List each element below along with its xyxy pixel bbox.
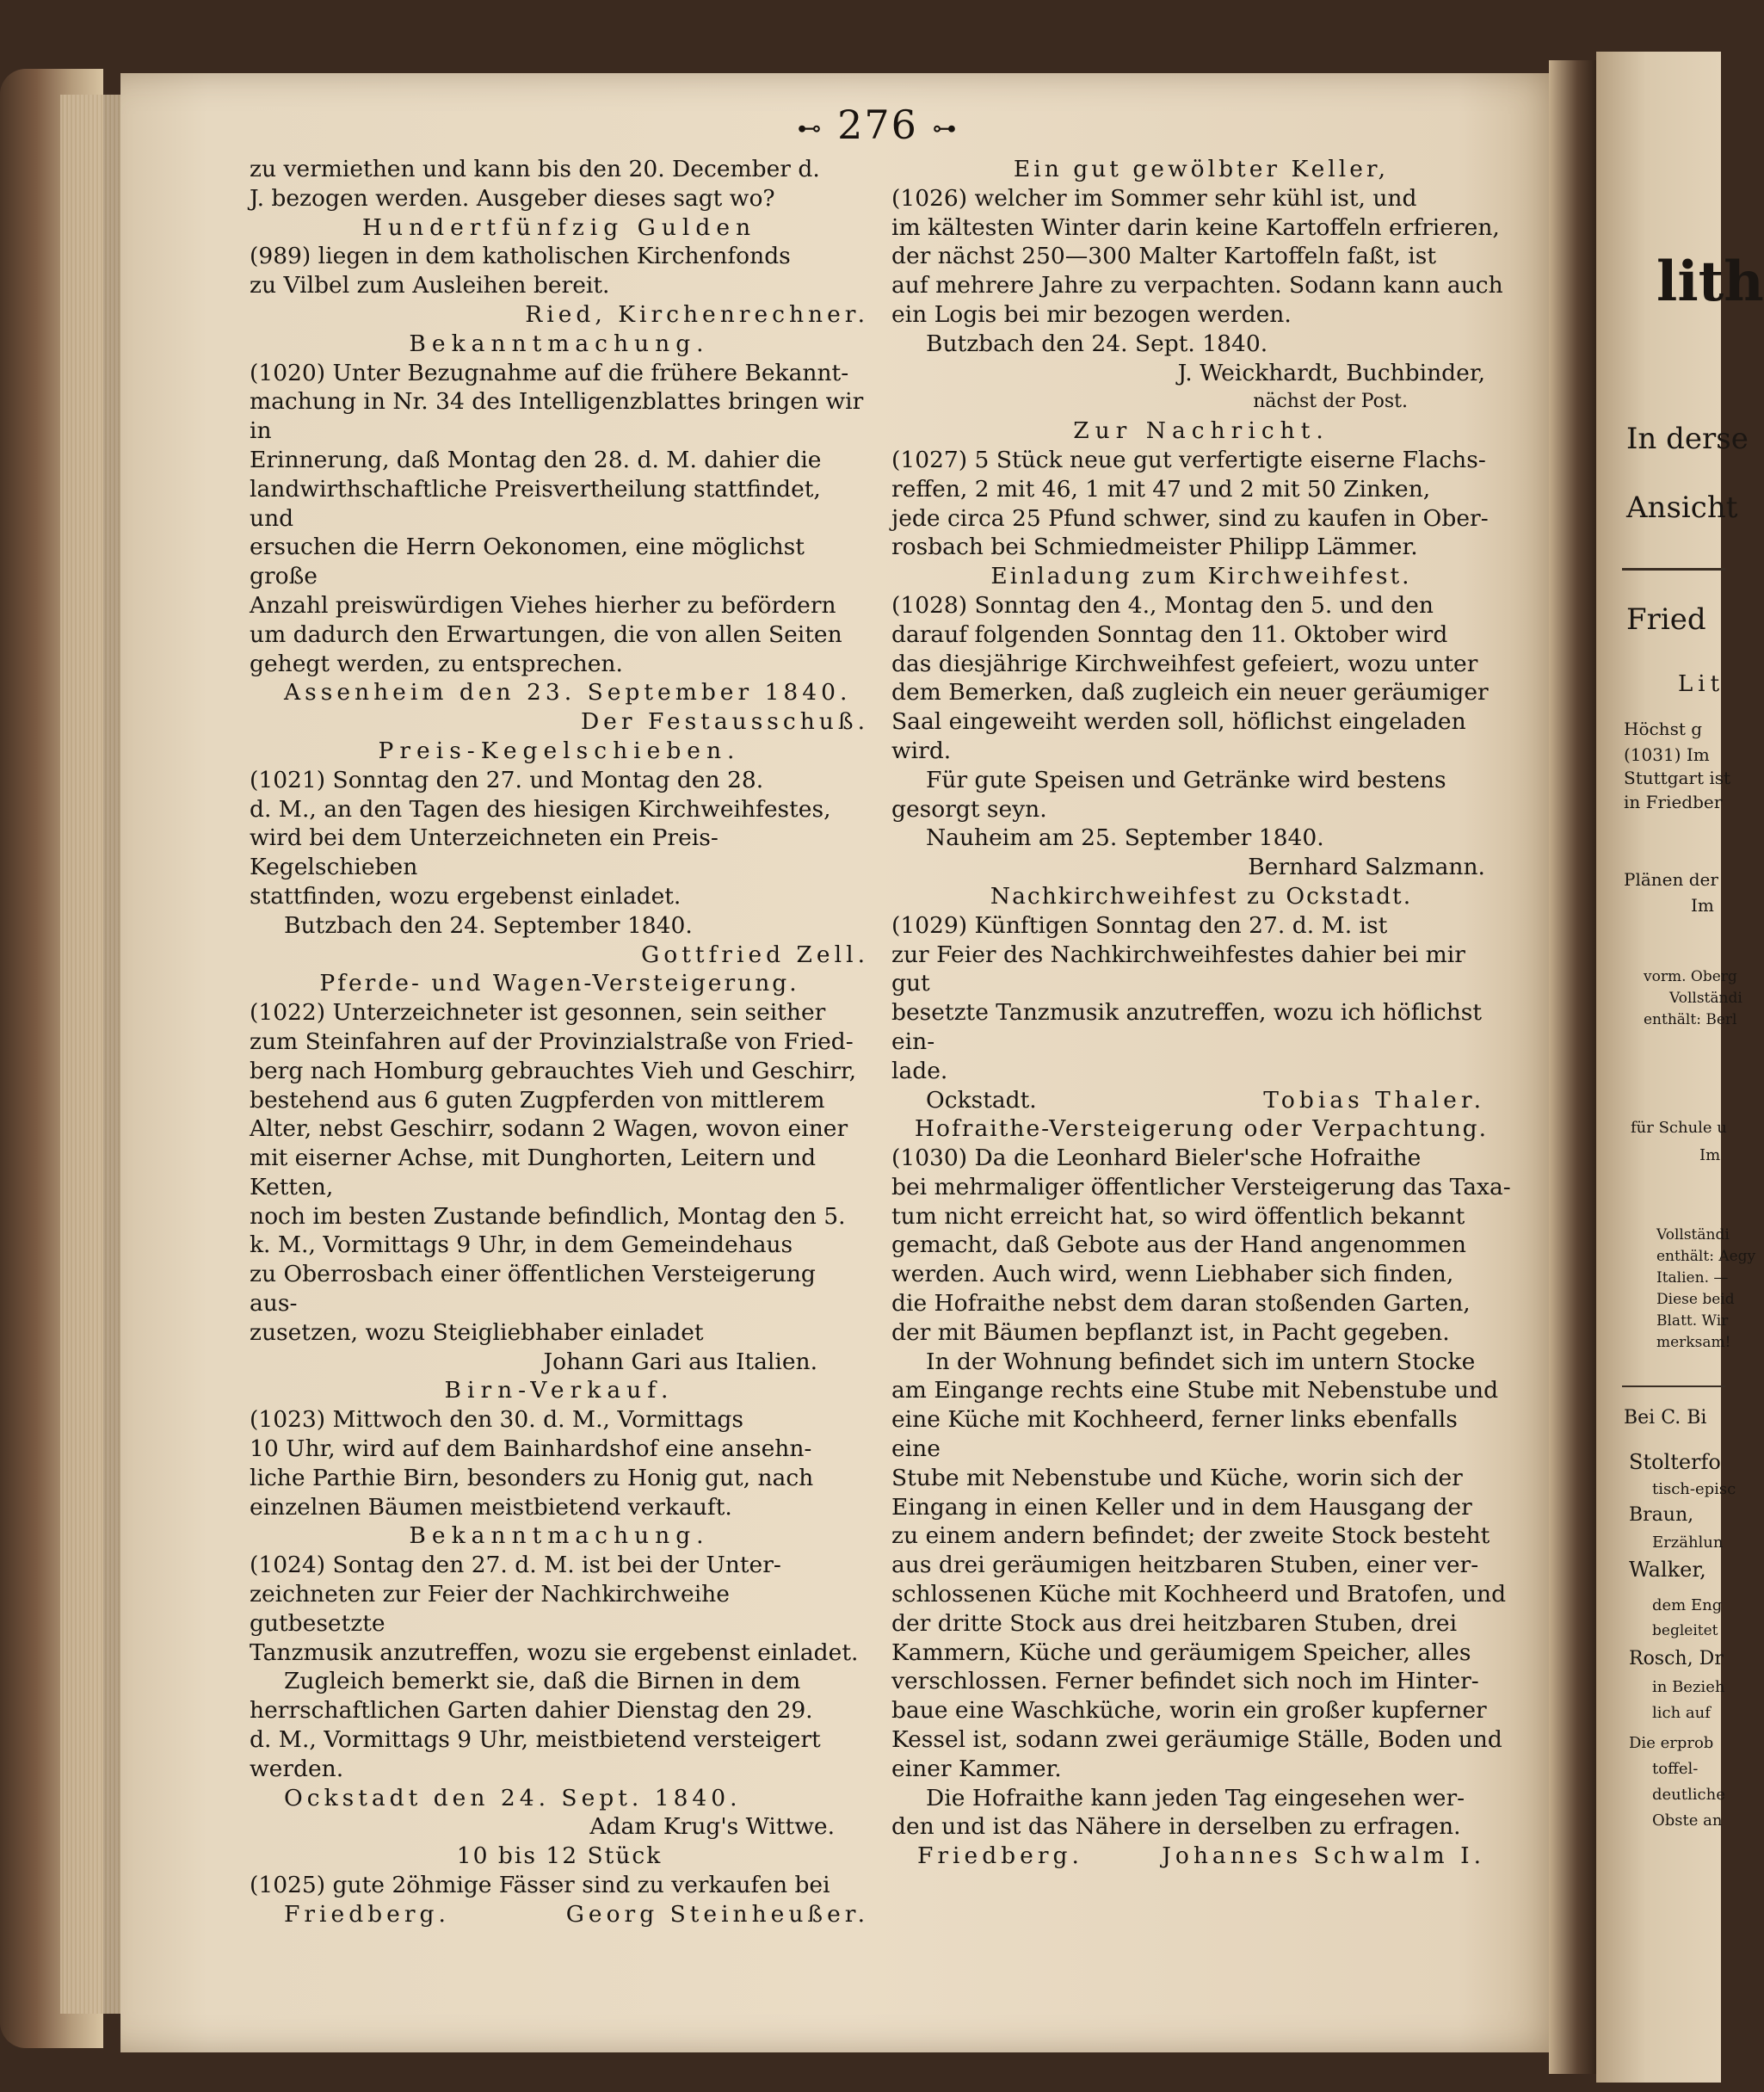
facing-page-text: Fried	[1626, 602, 1706, 637]
signature-row	[891, 1086, 1511, 1115]
text-line: tum nicht erreicht hat, so wird öffentlich bekannt	[891, 1202, 1465, 1230]
facing-page-rule	[1622, 568, 1725, 571]
place-date: Butzbach den 24. Sept. 1840.	[926, 330, 1268, 357]
facing-page-text: Braun,	[1629, 1504, 1694, 1526]
book-gutter	[1549, 60, 1601, 2074]
text-line: schlossenen Küche mit Kochheerd und Bratofen, und	[891, 1581, 1507, 1608]
text-line: dem Bemerken, daß zugleich ein neuer geräumiger	[891, 679, 1489, 707]
signature: Johannes Schwalm I.	[1162, 1842, 1485, 1870]
notice-heading: Bekanntmachung.	[409, 1522, 710, 1550]
text-line: aus drei geräumigen heitzbaren Stuben, einer ver-	[891, 1552, 1479, 1579]
notice-heading: 10 bis 12 Stück	[456, 1842, 663, 1870]
notice-heading: Pferde- und Wagen-Versteigerung.	[319, 970, 799, 997]
text-line: bei mehrmaliger öffentlicher Versteigerung das Taxa-	[891, 1173, 1511, 1200]
facing-page-text: Im	[1699, 1146, 1721, 1164]
text-line: Kessel ist, sodann zwei geräumige Ställe, Boden und	[891, 1726, 1502, 1754]
text-line: landwirthschaftliche Preisvertheilung stattfindet, und	[250, 475, 821, 532]
right-column	[891, 155, 1511, 1871]
text-line: einer Kammer.	[891, 1755, 1062, 1782]
signature-row	[250, 1900, 869, 1929]
facing-page-text: lich auf	[1652, 1704, 1711, 1722]
text-line: lade.	[891, 1057, 948, 1084]
facing-page-text: enthält: Aegy	[1656, 1248, 1756, 1265]
text-line: (1030) Da die Leonhard Bieler'sche Hofraithe	[891, 1145, 1422, 1172]
facing-page-text: Blatt. Wir	[1656, 1312, 1729, 1330]
text-line: gehegt werden, zu entsprechen.	[250, 650, 623, 677]
facing-page-text: deutliche	[1652, 1786, 1725, 1804]
page-number-header	[774, 102, 981, 148]
text-line: (1020) Unter Bezugnahme auf die frühere Bekannt-	[250, 359, 849, 386]
facing-page-text: vorm. Oberg	[1644, 968, 1737, 985]
text-line: bestehend aus 6 guten Zugpferden von mittlerem	[250, 1086, 825, 1114]
text-line: Eingang in einen Keller und in dem Hausgang der	[891, 1493, 1472, 1521]
place-date: Nauheim am 25. September 1840.	[926, 824, 1324, 852]
text-line: d. M., an den Tagen des hiesigen Kirchweihfestes,	[250, 795, 831, 823]
facing-page-text: begleitet	[1652, 1622, 1718, 1639]
text-line: wird bei dem Unterzeichneten ein Preis-Kegelschieben	[250, 824, 719, 881]
text-line: (1021) Sonntag den 27. und Montag den 28.	[250, 766, 764, 793]
text-line: (1025) gute 2öhmige Fässer sind zu verkaufen bei	[250, 1872, 830, 1899]
signature: Bernhard Salzmann.	[1248, 854, 1485, 881]
text-line: Alter, nebst Geschirr, sodann 2 Wagen, wovon einer	[250, 1115, 848, 1143]
facing-page-text: Ansicht	[1626, 491, 1738, 525]
text-line: zu Vilbel zum Ausleihen bereit.	[250, 272, 610, 299]
page-number: 276	[837, 102, 918, 148]
text-line: k. M., Vormittags 9 Uhr, in dem Gemeindehaus	[250, 1231, 793, 1259]
text-line: Zugleich bemerkt sie, daß die Birnen in dem	[284, 1668, 801, 1695]
left-column	[250, 155, 869, 1929]
text-line: ersuchen die Herrn Oekonomen, eine möglichst große	[250, 534, 805, 590]
text-line: im kältesten Winter darin keine Kartoffeln erfrieren,	[891, 213, 1500, 241]
notice-heading: Birn-Verkauf.	[444, 1377, 675, 1404]
facing-page-text: Vollständi	[1656, 1226, 1730, 1243]
text-line: (1023) Mittwoch den 30. d. M., Vormittags	[250, 1406, 743, 1434]
facing-page-text: Erzählun	[1652, 1534, 1724, 1552]
text-line: d. M., Vormittags 9 Uhr, meistbietend versteigert	[250, 1726, 821, 1754]
facing-page-text: Die erprob	[1629, 1734, 1714, 1752]
place: Ockstadt.	[926, 1086, 1037, 1114]
text-line: zur Feier des Nachkirchweihfestes dahier bei mir gut	[891, 941, 1465, 997]
facing-page-text: Stuttgart ist	[1624, 768, 1731, 788]
facing-page-text: Italien. —	[1656, 1269, 1729, 1287]
signature: Der Festausschuß.	[580, 708, 869, 736]
facing-page-text: Rosch, Dr	[1629, 1648, 1724, 1669]
text-line: gesorgt seyn.	[891, 795, 1047, 823]
notice-heading: Hofraithe-Versteigerung oder Verpachtung.	[914, 1115, 1489, 1143]
signature-row	[891, 1842, 1511, 1871]
text-line: rosbach bei Schmiedmeister Philipp Lämmer.	[891, 534, 1418, 561]
facing-page-text: toffel-	[1652, 1760, 1699, 1778]
text-line: zu vermiethen und kann bis den 20. December d.	[250, 156, 820, 182]
place-date: Assenheim den 23. September 1840.	[284, 679, 852, 707]
text-line: zum Steinfahren auf der Provinzialstraße von Fried-	[250, 1027, 854, 1055]
ornament-left-icon: ⊷	[797, 114, 823, 143]
notice-heading: Einladung zum Kirchweihfest.	[990, 563, 1412, 590]
facing-page-text: Lit	[1678, 671, 1725, 697]
signature: J. Weickhardt, Buchbinder,	[1177, 359, 1485, 386]
text-line: um dadurch den Erwartungen, die von allen Seiten	[250, 620, 842, 648]
facing-page-text: Walker,	[1629, 1558, 1706, 1582]
text-line: ein Logis bei mir bezogen werden.	[891, 300, 1292, 328]
facing-page-text: lith	[1656, 250, 1764, 314]
text-line: (1026) welcher im Sommer sehr kühl ist, und	[891, 184, 1417, 212]
signature: Johann Gari aus Italien.	[543, 1348, 817, 1375]
signature: Tobias Thaler.	[1263, 1086, 1485, 1114]
place: Friedberg.	[284, 1900, 450, 1928]
text-line: (1027) 5 Stück neue gut verfertigte eiserne Flachs-	[891, 446, 1486, 473]
text-line: werden. Auch wird, wenn Liebhaber sich finden,	[891, 1261, 1454, 1288]
text-line: Kammern, Küche und geräumigem Speicher, alles	[891, 1638, 1471, 1666]
facing-page-text: merksam!	[1656, 1334, 1731, 1351]
text-line: die Hofraithe nebst dem daran stoßenden Garten,	[891, 1290, 1471, 1318]
text-line: zu Oberrosbach einer öffentlichen Versteigerung aus-	[250, 1261, 816, 1318]
facing-page-text: Plänen der	[1624, 869, 1718, 890]
text-line: (1024) Sontag den 27. d. M. ist bei der Unter-	[250, 1552, 781, 1579]
facing-page-text: Höchst g	[1624, 719, 1703, 739]
text-line: zeichneten zur Feier der Nachkirchweihe gutbesetzte	[250, 1581, 730, 1637]
facing-page-text: in Friedber	[1624, 792, 1723, 812]
facing-page-text: In derse	[1626, 422, 1749, 456]
facing-page-text: enthält: Berl	[1644, 1011, 1737, 1028]
facing-page-text: tisch-episc	[1652, 1480, 1736, 1498]
place-date: Butzbach den 24. September 1840.	[284, 911, 693, 939]
text-line: auf mehrere Jahre zu verpachten. Sodann kann auch	[891, 272, 1503, 299]
facing-page-rule	[1622, 1385, 1725, 1387]
page-stack-edge	[60, 95, 129, 2014]
text-line: reffen, 2 mit 46, 1 mit 47 und 2 mit 50 Zinken,	[891, 475, 1431, 503]
text-line: zusetzen, wozu Steigliebhaber einladet	[250, 1318, 704, 1346]
facing-page-text: für Schule u	[1631, 1119, 1727, 1137]
signature-note: nächst der Post.	[1253, 391, 1408, 413]
text-line: eine Küche mit Kochheerd, ferner links ebenfalls eine	[891, 1406, 1458, 1463]
text-line: darauf folgenden Sonntag den 11. Oktober wird	[891, 620, 1448, 648]
signature: Gottfried Zell.	[641, 941, 869, 968]
facing-page-text: (1031) Im	[1624, 744, 1710, 765]
notice-heading: Ein gut gewölbter Keller,	[1013, 156, 1390, 182]
ornament-right-icon: ⊶	[932, 114, 959, 143]
text-line: baue eine Waschküche, worin ein großer kupferner	[891, 1697, 1487, 1725]
signature: Adam Krug's Wittwe.	[589, 1813, 835, 1841]
text-line: 10 Uhr, wird auf dem Bainhardshof eine ansehn-	[250, 1435, 812, 1463]
text-line: liche Parthie Birn, besonders zu Honig gut, nach	[250, 1464, 814, 1491]
facing-page-text: Im	[1691, 895, 1714, 916]
text-line: Für gute Speisen und Getränke wird bestens	[926, 766, 1446, 793]
notice-heading: Zur Nachricht.	[1073, 417, 1329, 445]
facing-page-text: dem Eng	[1652, 1596, 1723, 1614]
place-date: Ockstadt den 24. Sept. 1840.	[284, 1784, 742, 1811]
text-line: wird.	[891, 737, 952, 764]
text-line: der nächst 250—300 Malter Kartoffeln faßt, ist	[891, 243, 1436, 270]
text-line: Tanzmusik anzutreffen, wozu sie ergebenst einladet.	[250, 1638, 859, 1666]
place: Friedberg.	[917, 1842, 1083, 1870]
facing-page-text: Bei C. Bi	[1624, 1407, 1707, 1429]
notice-heading: Hundertfünfzig Gulden	[361, 213, 757, 241]
text-line: In der Wohnung befindet sich im untern Stocke	[926, 1348, 1476, 1375]
text-line: (989) liegen in dem katholischen Kirchenfonds	[250, 243, 791, 270]
text-line: besetzte Tanzmusik anzutreffen, wozu ich höflichst ein-	[891, 999, 1483, 1055]
text-line: berg nach Homburg gebrauchtes Vieh und Geschirr,	[250, 1057, 857, 1084]
facing-page-text: Diese beid	[1656, 1291, 1735, 1308]
text-line: verschlossen. Ferner befindet sich noch im Hinter-	[891, 1668, 1479, 1695]
text-line: machung in Nr. 34 des Intelligenzblattes bringen wir in	[250, 388, 864, 445]
text-line: (1022) Unterzeichneter ist gesonnen, sein seither	[250, 999, 826, 1027]
text-line: jede circa 25 Pfund schwer, sind zu kaufen in Ober-	[891, 504, 1489, 532]
notice-heading: Nachkirchweihfest zu Ockstadt.	[990, 882, 1413, 910]
signature: Ried, Kirchenrechner.	[525, 300, 869, 328]
text-line: Anzahl preiswürdigen Viehes hierher zu befördern	[250, 591, 836, 619]
text-line: noch im besten Zustande befindlich, Montag den 5.	[250, 1202, 846, 1230]
facing-page-text: in Bezieh	[1652, 1678, 1725, 1696]
notice-heading: Bekanntmachung.	[409, 330, 710, 357]
text-line: gemacht, daß Gebote aus der Hand angenommen	[891, 1231, 1466, 1259]
text-line: J. bezogen werden. Ausgeber dieses sagt wo?	[250, 184, 775, 212]
text-line: stattfinden, wozu ergebenst einladet.	[250, 882, 682, 910]
text-line: der mit Bäumen bepflanzt ist, in Pacht gegeben.	[891, 1318, 1450, 1346]
text-line: den und ist das Nähere in derselben zu erfragen.	[891, 1813, 1461, 1841]
notice-heading: Preis-Kegelschieben.	[378, 737, 741, 764]
text-line: (1029) Künftigen Sonntag den 27. d. M. ist	[891, 911, 1388, 939]
facing-page-text: Stolterfo	[1629, 1450, 1721, 1474]
text-line: zu einem andern befindet; der zweite Stock besteht	[891, 1522, 1490, 1550]
signature: Georg Steinheußer.	[565, 1900, 869, 1928]
text-line: Die Hofraithe kann jeden Tag eingesehen wer-	[926, 1784, 1465, 1811]
text-line: einzelnen Bäumen meistbietend verkauft.	[250, 1493, 732, 1521]
text-line: Saal eingeweiht werden soll, höflichst eingeladen	[891, 708, 1466, 736]
text-line: der dritte Stock aus drei heitzbaren Stuben, drei	[891, 1609, 1458, 1637]
text-line: mit eiserner Achse, mit Dunghorten, Leitern und Ketten,	[250, 1145, 817, 1200]
text-line: (1028) Sonntag den 4., Montag den 5. und den	[891, 591, 1434, 619]
facing-page-fragment	[1596, 52, 1764, 2083]
text-line: Stube mit Nebenstube und Küche, worin sich der	[891, 1464, 1463, 1491]
text-line: am Eingange rechts eine Stube mit Nebenstube und	[891, 1377, 1499, 1404]
facing-page-text: Vollständi	[1669, 990, 1742, 1007]
facing-page-text: Obste an	[1652, 1811, 1723, 1830]
text-line: Erinnerung, daß Montag den 28. d. M. dahier die	[250, 446, 822, 473]
text-line: das diesjährige Kirchweihfest gefeiert, wozu unter	[891, 650, 1478, 677]
text-line: herrschaftlichen Garten dahier Dienstag den 29.	[250, 1697, 813, 1725]
text-line: werden.	[250, 1755, 344, 1782]
